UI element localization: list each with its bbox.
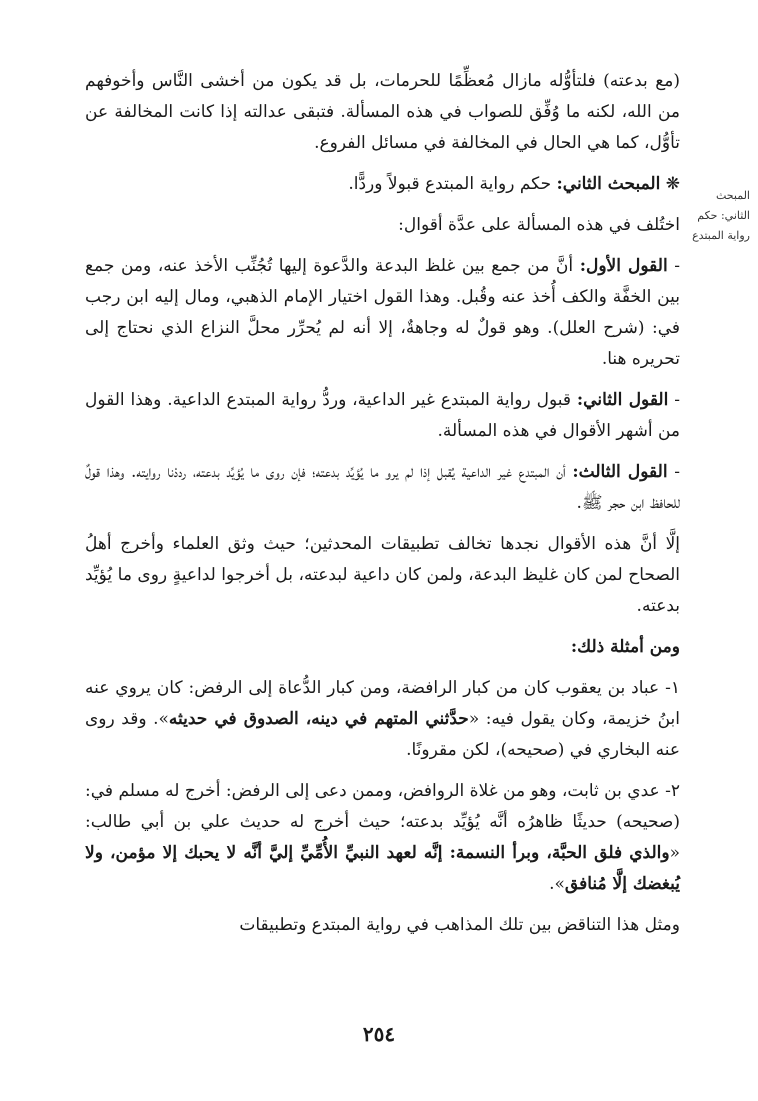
example-one-quote: حدَّثني المتهم في دينه، الصدوق في حديثه [168,709,469,729]
paragraph-contradiction: إلَّا أنَّ هذه الأقوال نجدها تخالف تطبيقات المحدثين؛ حيث وثق العلماء وأخرج أهلُ الصحاح لمن كان غليظ البدعة، ولمن كان داعية لبدعته، بل أخرجوا لداعيةٍ روى ما يُؤيِّد بدعته. [85,534,680,616]
opinion-first: - القول الأول: أنَّ من جمع بين غلظ البدعة والدَّعوة إليها تُجُنِّب الأخذ عنه، ومن جمع بين الخفَّة والكف أُخذ عنه وقُبل. وهذا القول اختيار الإمام الذهبي، ومال إليه ابن رجب في: (شرح العلل). وهو قولٌ له وجاهةٌ، إلا أنه لم يُحرِّر محلَّ النزاع الذي نحتاج إلى تحريره هنا. [85,256,681,369]
section-title: حكم رواية المبتدع قبولاً وردًّا. [348,174,557,194]
margin-note: المبحث الثاني: حكم رواية المبتدع [692,189,750,242]
opinion-third-text: أن المبتدع غير الداعية يُقبل إذا لم يرو ما يُؤيِّد بدعته؛ فإن روى ما يُؤيِّد بدعته، رددْنا روايته. وهذا قولٌ للحافظ ابن حجر ﷺ. [85,462,680,513]
opinion-second: - القول الثاني: قبول رواية المبتدع غير الداعية، وردُّ رواية المبتدع الداعية. وهذا القول من أشهر الأقوال في هذه المسألة. [85,390,680,441]
opinion-third-label: القول الثالث: [572,462,668,482]
paragraph-closing: ومثل هذا التناقض بين تلك المذاهب في رواية المبتدع وتطبيقات [239,915,680,935]
opinion-second-label: القول الثاني: [576,390,669,410]
example-one: ١- عباد بن يعقوب كان من كبار الرافضة، ومن كبار الدُّعاة إلى الرفض: كان يروي عنه ابنُ خزيمة، وكان يقول فيه: «حدَّثني المتهم في دينه، الصدوق في حديثه». وقد روى عنه البخاري في (صحيحه)، لكن مقرونًا. [85,678,681,760]
paragraph-disagreement: اختُلف في هذه المسألة على عدَّة أقوال: [398,215,680,235]
opinion-third: - القول الثالث: أن المبتدع غير الداعية يُقبل إذا لم يرو ما يُؤيِّد بدعته؛ فإن روى ما يُؤيِّد بدعته، رددْنا روايته. وهذا قولٌ للحافظ ابن حجر ﷺ. [85,462,680,513]
paragraph-intro: (مع بدعته) فلتأوُّله مازال مُعظِّمًا للحرمات، بل قد يكون من أخشى النَّاس وأخوفهم من الله، لكنه ما وُفِّق للصواب في هذه المسألة. فتبقى عدالته إذا كانت المخالفة عن تأوُّل، كما هي الحال في المخالفة في مسائل الفروع. [85,71,680,153]
section-heading [85,169,680,200]
section-label: المبحث الثاني: [556,174,661,194]
example-two-quote: والذي فلق الحبَّة، وبرأ النسمة: إنَّه لعهد النبيِّ الأُمِّيِّ إليَّ أنَّه لا يحبك إلا مؤمن، ولا يُبغضك إلَّا مُنافق [85,843,680,894]
examples-heading: ومن أمثلة ذلك: [570,637,680,657]
page-number: ٢٥٤ [362,1022,396,1046]
star-icon: ❋ [665,174,680,194]
opinion-first-label: القول الأول: [579,256,668,276]
opinion-second-text: قبول رواية المبتدع غير الداعية، وردُّ رواية المبتدع الداعية. وهذا القول من أشهر الأقوال في هذه المسألة. [85,390,680,441]
main-text [85,66,680,951]
opinion-first-text: أنَّ من جمع بين غلظ البدعة والدَّعوة إليها تُجُنِّب الأخذ عنه، ومن جمع بين الخفَّة والكف أُخذ عنه وقُبل. وهذا القول اختيار الإمام الذهبي، ومال إليه ابن رجب في: (شرح العلل). وهو قولٌ له وجاهةٌ، إلا أنه لم يُحرِّر محلَّ النزاع الذي نحتاج إلى تحريره هنا. [85,256,680,369]
example-two: ٢- عدي بن ثابت، وهو من غلاة الروافض، وممن دعى إلى الرفض: أخرج له مسلم في: (صحيحه) حديثًا ظاهرُه أنَّه يُؤيِّد بدعته؛ حيث أخرج له حديث علي بن أبي طالب: «والذي فلق الحبَّة، وبرأ النسمة: إنَّه لعهد النبيِّ الأُمِّيِّ إليَّ أنَّه لا يحبك إلا مؤمن، ولا يُبغضك إلَّا مُنافق». [85,781,680,894]
